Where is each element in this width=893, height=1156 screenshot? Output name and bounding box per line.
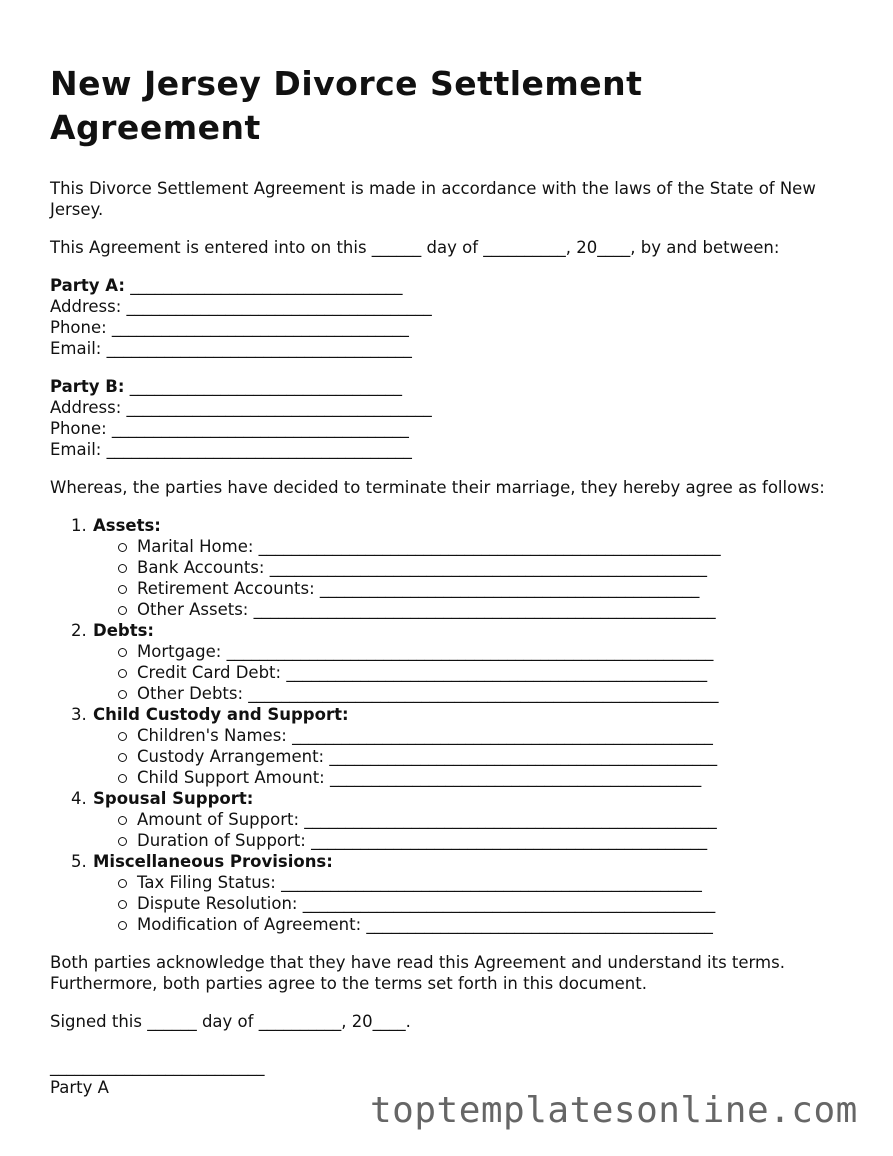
party-a-name-row[interactable]	[50, 275, 850, 296]
circle-bullet-icon	[118, 816, 127, 825]
circle-bullet-icon	[118, 606, 127, 615]
whereas-paragraph: Whereas, the parties have decided to terminate their marriage, they hereby agree as follows:	[50, 478, 825, 497]
signature-label: Party A	[50, 1078, 109, 1097]
list-item[interactable]: Modification of Agreement: __________________________________________	[137, 914, 850, 935]
circle-bullet-icon	[118, 564, 127, 573]
party-a-label: Party A:	[50, 276, 125, 295]
section-items	[72, 872, 850, 935]
section-number: 4.	[71, 789, 87, 808]
page-title: New Jersey Divorce Settlement Agreement	[50, 64, 643, 147]
circle-bullet-icon	[118, 669, 127, 678]
party-b-phone-row[interactable]: Phone: ____________________________________	[50, 419, 409, 438]
list-item[interactable]: Other Assets: ________________________________________________________	[137, 599, 850, 620]
party-b-name-row[interactable]	[50, 376, 850, 397]
section-miscellaneous	[50, 851, 850, 935]
list-item[interactable]: Child Support Amount: _____________________________________________	[137, 767, 850, 788]
list-item[interactable]: Bank Accounts: _____________________________________________________	[137, 557, 850, 578]
circle-bullet-icon	[118, 774, 127, 783]
circle-bullet-icon	[118, 543, 127, 552]
list-item[interactable]: Duration of Support: ________________________________________________	[137, 830, 850, 851]
party-a-email-row[interactable]: Email: _____________________________________	[50, 339, 412, 358]
list-item[interactable]: Amount of Support: __________________________________________________	[137, 809, 850, 830]
list-item[interactable]: Other Debts: _________________________________________________________	[137, 683, 850, 704]
section-items	[72, 809, 850, 851]
circle-bullet-icon	[118, 585, 127, 594]
entered-paragraph: This Agreement is entered into on this ______ day of __________, 20____, by and between:	[50, 238, 780, 257]
section-debts	[50, 620, 850, 704]
circle-bullet-icon	[118, 690, 127, 699]
watermark: toptemplatesonline.com	[370, 1090, 858, 1131]
list-item[interactable]: Retirement Accounts: ______________________________________________	[137, 578, 850, 599]
party-a-address-row[interactable]: Address: _____________________________________	[50, 297, 432, 316]
circle-bullet-icon	[118, 900, 127, 909]
section-child-custody	[50, 704, 850, 788]
section-number: 3.	[71, 705, 87, 724]
section-title: Miscellaneous Provisions:	[93, 852, 333, 871]
section-number: 5.	[71, 852, 87, 871]
party-b-block	[50, 376, 850, 460]
sections-list	[50, 515, 850, 935]
party-a-block	[50, 275, 850, 359]
party-b-label: Party B:	[50, 377, 125, 396]
party-a-name-line: _________________________________	[124, 276, 403, 295]
section-number: 2.	[71, 621, 87, 640]
circle-bullet-icon	[118, 753, 127, 762]
list-item[interactable]: Marital Home: ________________________________________________________	[137, 536, 850, 557]
section-spousal-support	[50, 788, 850, 851]
section-items	[72, 641, 850, 704]
list-item[interactable]: Custody Arrangement: _______________________________________________	[137, 746, 850, 767]
circle-bullet-icon	[118, 732, 127, 741]
section-title: Spousal Support:	[93, 789, 254, 808]
party-b-email-row[interactable]: Email: _____________________________________	[50, 440, 412, 459]
signature-line[interactable]: __________________________	[50, 1057, 265, 1076]
section-title: Debts:	[93, 621, 155, 640]
section-items	[72, 536, 850, 620]
list-item[interactable]: Tax Filing Status: ___________________________________________________	[137, 872, 850, 893]
section-assets	[50, 515, 850, 620]
signed-date-line[interactable]: Signed this ______ day of __________, 20____.	[50, 1012, 411, 1031]
party-b-address-row[interactable]: Address: _____________________________________	[50, 398, 432, 417]
circle-bullet-icon	[118, 648, 127, 657]
circle-bullet-icon	[118, 921, 127, 930]
section-items	[72, 725, 850, 788]
acknowledge-paragraph: Both parties acknowledge that they have read this Agreement and understand its terms. Furthermore, both parties agree to the terms set forth in this document.	[50, 953, 785, 993]
list-item[interactable]: Mortgage: ___________________________________________________________	[137, 641, 850, 662]
list-item[interactable]: Credit Card Debt: ___________________________________________________	[137, 662, 850, 683]
section-title: Child Custody and Support:	[93, 705, 349, 724]
section-title: Assets:	[93, 516, 161, 535]
section-number: 1.	[71, 516, 87, 535]
circle-bullet-icon	[118, 879, 127, 888]
party-a-phone-row[interactable]: Phone: ____________________________________	[50, 318, 409, 337]
list-item[interactable]: Dispute Resolution: __________________________________________________	[137, 893, 850, 914]
party-b-name-line: _________________________________	[124, 377, 402, 396]
intro-paragraph: This Divorce Settlement Agreement is made in accordance with the laws of the State of New Jersey.	[50, 179, 816, 219]
list-item[interactable]: Children's Names: ___________________________________________________	[137, 725, 850, 746]
circle-bullet-icon	[118, 837, 127, 846]
document-page	[50, 62, 850, 1098]
